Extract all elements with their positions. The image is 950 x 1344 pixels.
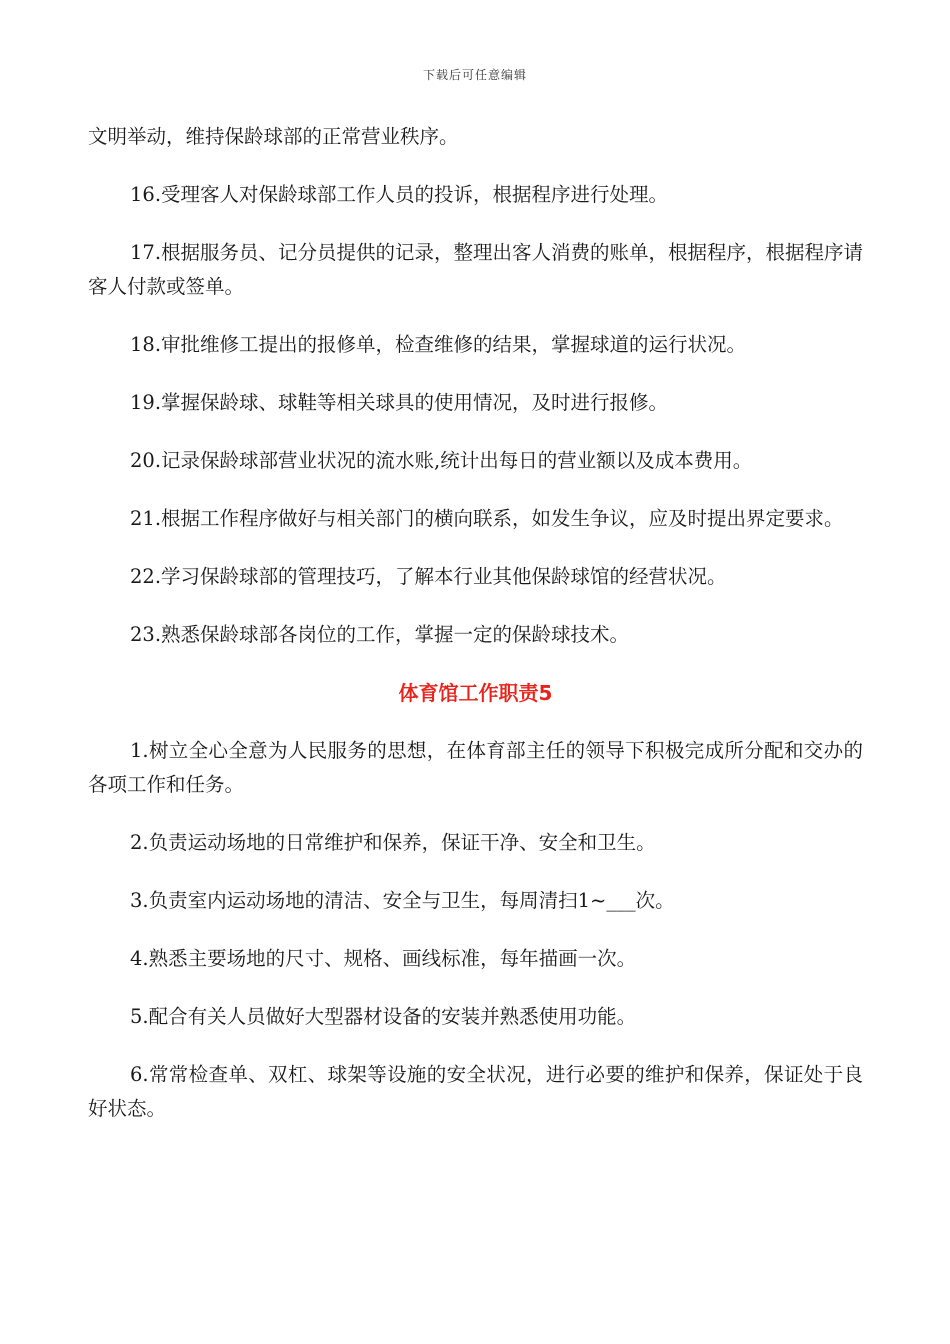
duty-item-6: 6.常常检查单、双杠、球架等设施的安全状况，进行必要的维护和保养，保证处于良好状态。 [88,1063,863,1120]
duty-item-4: 4.熟悉主要场地的尺寸、规格、画线标准，每年描画一次。 [130,947,637,970]
duty-item-2: 2.负责运动场地的日常维护和保养，保证干净、安全和卫生。 [130,831,656,854]
duty-item-3: 3.负责室内运动场地的清洁、安全与卫生，每周清扫1~___次。 [130,889,675,912]
paragraph-item-21: 21.根据工作程序做好与相关部门的横向联系，如发生争议，应及时提出界定要求。 [130,507,844,530]
paragraph-item-18: 18.审批维修工提出的报修单，检查维修的结果，掌握球道的运行状况。 [130,333,747,356]
duty-item-1: 1.树立全心全意为人民服务的思想，在体育部主任的领导下积极完成所分配和交办的各项工作和任务。 [88,739,863,796]
page-header: 下载后可任意编辑 [422,68,527,82]
paragraph-item-19: 19.掌握保龄球、球鞋等相关球具的使用情况，及时进行报修。 [130,391,669,414]
document-body [88,120,863,1150]
section-title: 体育馆工作职责5 [398,681,553,705]
paragraph-continuation: 文明举动，维持保龄球部的正常营业秩序。 [88,125,459,148]
paragraph-item-16: 16.受理客人对保龄球部工作人员的投诉，根据程序进行处理。 [130,183,669,206]
paragraph-item-17: 17.根据服务员、记分员提供的记录，整理出客人消费的账单，根据程序，根据程序请客人付款或签单。 [88,241,864,298]
paragraph-item-23: 23.熟悉保龄球部各岗位的工作，掌握一定的保龄球技术。 [130,623,630,646]
paragraph-item-20: 20.记录保龄球部营业状况的流水账,统计出每日的营业额以及成本费用。 [130,449,753,472]
paragraph-item-22: 22.学习保龄球部的管理技巧，了解本行业其他保龄球馆的经营状况。 [130,565,727,588]
duty-item-5: 5.配合有关人员做好大型器材设备的安装并熟悉使用功能。 [130,1005,637,1028]
